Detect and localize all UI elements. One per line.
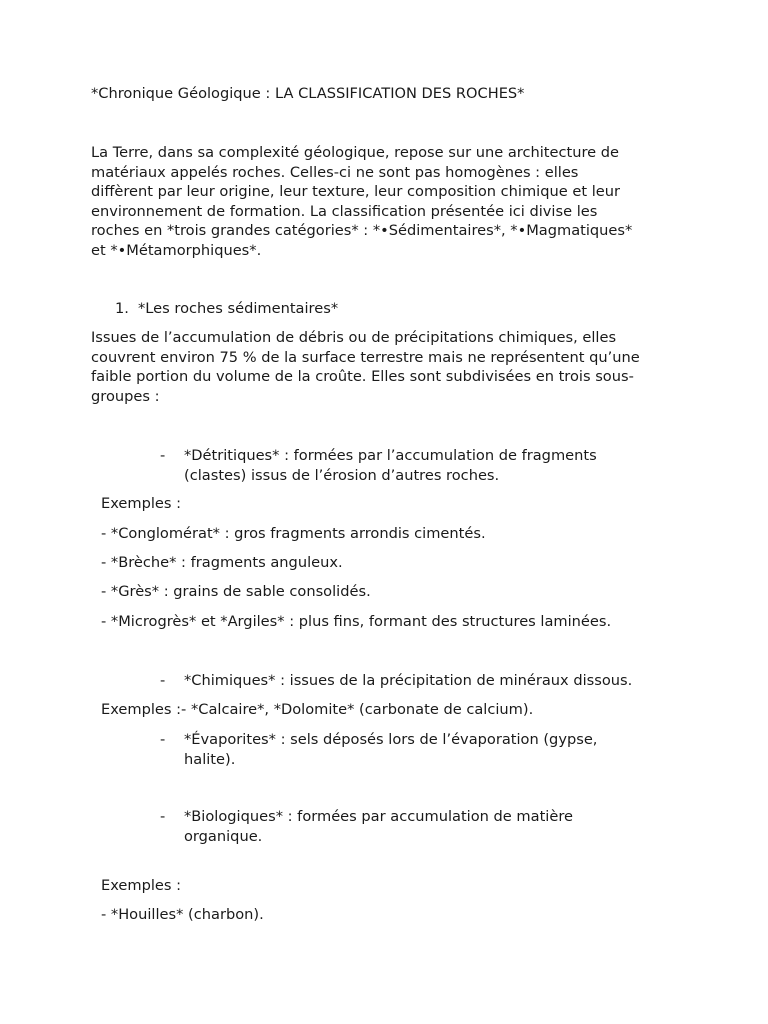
intro-line: diffèrent par leur origine, leur texture, leur composition chimique et leur	[91, 183, 620, 201]
section-1-line: Issues de l’accumulation de débris ou de précipitations chimiques, elles	[91, 329, 617, 346]
intro-line: La Terre, dans sa complexité géologique, repose sur une architecture de	[91, 144, 620, 161]
example-item: - *Conglomérat* : gros fragments arrondis cimentés.	[101, 525, 486, 542]
section-1-line: couvrent environ 75 % de la surface terrestre mais ne représentent qu’une	[91, 348, 640, 366]
intro-line: et *•Métamorphiques*.	[91, 241, 262, 259]
document-title: *Chronique Géologique : LA CLASSIFICATION DES ROCHES*	[91, 85, 525, 102]
bullet-detritiques	[184, 446, 597, 486]
intro-paragraph	[91, 143, 691, 261]
bullet-dash: -	[160, 447, 166, 464]
bullet-dash: -	[160, 672, 166, 689]
bullet-dash: -	[160, 808, 166, 825]
bullet-chimiques: *Chimiques* : issues de la précipitation de minéraux dissous.	[184, 672, 633, 689]
exemples-label: Exemples :	[101, 495, 182, 512]
example-item: - *Grès* : grains de sable consolidés.	[101, 583, 371, 600]
bullet-line: *Évaporites* : sels déposés lors de l’évaporation (gypse,	[184, 731, 598, 748]
bullet-line: *Biologiques* : formées par accumulation de matière	[184, 808, 574, 825]
section-1-line: faible portion du volume de la croûte. Elles sont subdivisées en trois sous-	[91, 368, 634, 386]
section-1-number: 1.	[115, 300, 129, 317]
intro-line: environnement de formation. La classification présentée ici divise les	[91, 202, 598, 220]
exemples-label: Exemples :	[101, 877, 182, 894]
example-item: - *Brèche* : fragments anguleux.	[101, 554, 343, 571]
intro-line: matériaux appelés roches. Celles-ci ne sont pas homogènes : elles	[91, 163, 579, 181]
example-item: - *Microgrès* et *Argiles* : plus fins, formant des structures laminées.	[101, 613, 612, 630]
bullet-biologiques	[184, 807, 573, 847]
section-1-heading: *Les roches sédimentaires*	[138, 300, 339, 317]
bullet-line: (clastes) issus de l’érosion d’autres roches.	[184, 467, 500, 484]
bullet-line: organique.	[184, 828, 263, 845]
chimiques-examples: Exemples :- *Calcaire*, *Dolomite* (carbonate de calcium).	[101, 701, 534, 718]
bullet-line: *Détritiques* : formées par l’accumulation de fragments	[184, 447, 597, 464]
example-item: - *Houilles* (charbon).	[101, 906, 264, 923]
section-1-paragraph	[91, 328, 691, 406]
bullet-line: halite).	[184, 751, 236, 768]
section-1-line: groupes :	[91, 387, 160, 405]
intro-line: roches en *trois grandes catégories* : *•Sédimentaires*, *•Magmatiques*	[91, 222, 633, 240]
bullet-evaporites	[184, 730, 597, 770]
bullet-dash: -	[160, 731, 166, 748]
